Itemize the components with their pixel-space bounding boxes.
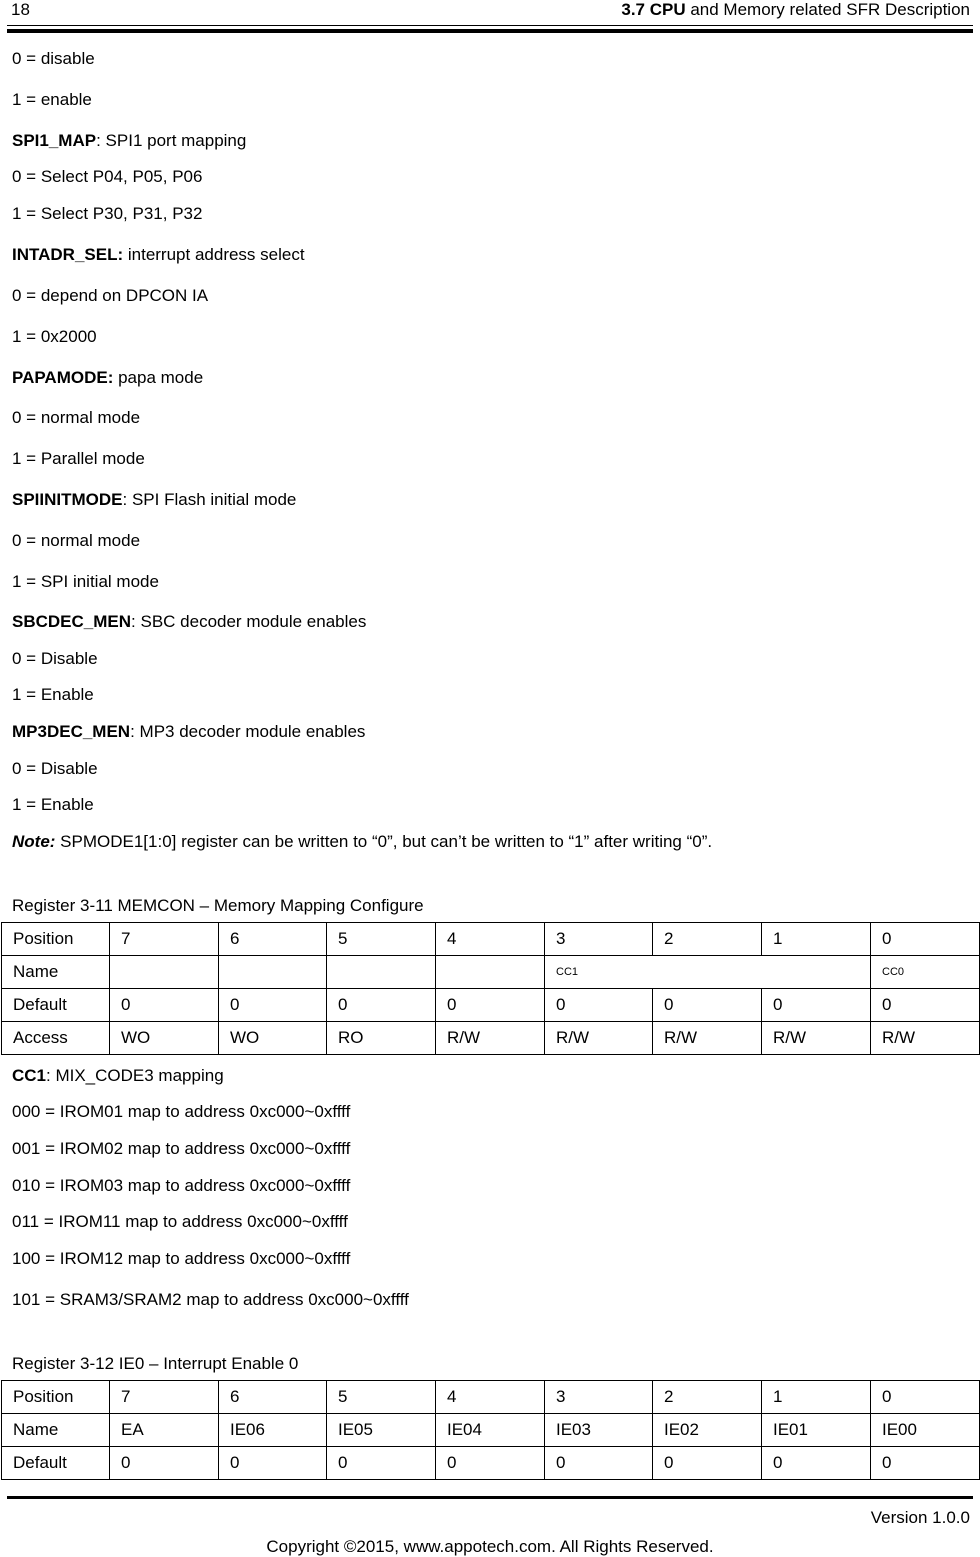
table-row <box>2 1381 980 1414</box>
table-cell: WO <box>110 1022 219 1055</box>
table-cell: IE04 <box>436 1414 545 1447</box>
table-cell: 0 <box>110 989 219 1022</box>
table-cell: 0 <box>219 1447 327 1480</box>
table-cell: 0 <box>436 989 545 1022</box>
table-cell: 5 <box>327 923 436 956</box>
table-cell: 4 <box>436 923 545 956</box>
table-cell <box>219 956 327 989</box>
table-cell: IE06 <box>219 1414 327 1447</box>
table-cell: 0 <box>762 989 871 1022</box>
desc-line: 0 = Disable <box>12 649 98 668</box>
note: Note: SPMODE1[1:0] register can be written to “0”, but can’t be written to “1” after writing “0”. <box>12 832 713 851</box>
table-cell: R/W <box>436 1022 545 1055</box>
table-cell: 0 <box>327 989 436 1022</box>
table-cell: Position <box>2 1381 110 1414</box>
desc-line: 1 = Enable <box>12 795 94 814</box>
table-cell: 1 <box>762 1381 871 1414</box>
table-cell: R/W <box>653 1022 762 1055</box>
table-cell: IE05 <box>327 1414 436 1447</box>
table-cell: 0 <box>871 1381 980 1414</box>
table-cell: 0 <box>327 1447 436 1480</box>
table-cell <box>110 956 219 989</box>
table-cell: 0 <box>219 989 327 1022</box>
field-title-spiinitmode: SPIINITMODE: SPI Flash initial mode <box>12 490 297 509</box>
table-cell <box>327 956 436 989</box>
table-cell: R/W <box>762 1022 871 1055</box>
desc-line: 101 = SRAM3/SRAM2 map to address 0xc000~0xffff <box>12 1290 409 1309</box>
desc-line: 100 = IROM12 map to address 0xc000~0xffff <box>12 1249 351 1268</box>
table-cell: Name <box>2 956 110 989</box>
table-cell: IE02 <box>653 1414 762 1447</box>
field-title-intadr-sel: INTADR_SEL: interrupt address select <box>12 245 305 264</box>
field-title-spi1-map: SPI1_MAP: SPI1 port mapping <box>12 131 247 150</box>
table-cell: 1 <box>762 923 871 956</box>
table-cell: Name <box>2 1414 110 1447</box>
desc-line: 1 = 0x2000 <box>12 327 97 346</box>
table-cell: 0 <box>110 1447 219 1480</box>
table-row <box>2 989 980 1022</box>
table-cell: 6 <box>219 923 327 956</box>
table-row <box>2 956 980 989</box>
field-title-sbcdec-men: SBCDEC_MEN: SBC decoder module enables <box>12 612 367 631</box>
field-title-mp3dec-men: MP3DEC_MEN: MP3 decoder module enables <box>12 722 366 741</box>
table-cell: 0 <box>436 1447 545 1480</box>
desc-line: 0 = Select P04, P05, P06 <box>12 167 203 186</box>
desc-line: 001 = IROM02 map to address 0xc000~0xffff <box>12 1139 351 1158</box>
table-cell: 7 <box>110 1381 219 1414</box>
table-cell: 6 <box>219 1381 327 1414</box>
desc-line: 0 = Disable <box>12 759 98 778</box>
desc-line: 1 = enable <box>12 90 92 109</box>
table-cell: R/W <box>545 1022 653 1055</box>
ie0-caption: Register 3-12 IE0 – Interrupt Enable 0 <box>12 1354 299 1373</box>
memcon-caption: Register 3-11 MEMCON – Memory Mapping Configure <box>12 896 424 915</box>
table-cell: 0 <box>871 1447 980 1480</box>
desc-line: 1 = Parallel mode <box>12 449 145 468</box>
table-cell: Default <box>2 989 110 1022</box>
desc-line: 0 = depend on DPCON IA <box>12 286 209 305</box>
table-cell: 0 <box>545 1447 653 1480</box>
table-cell: 7 <box>110 923 219 956</box>
footer-rule <box>7 1496 973 1499</box>
table-cell: 4 <box>436 1381 545 1414</box>
table-cell: 0 <box>871 989 980 1022</box>
table-cell: IE01 <box>762 1414 871 1447</box>
field-title-cc1: CC1: MIX_CODE3 mapping <box>12 1066 224 1085</box>
desc-line: 000 = IROM01 map to address 0xc000~0xffff <box>12 1102 351 1121</box>
table-row <box>2 1447 980 1480</box>
desc-line: 010 = IROM03 map to address 0xc000~0xffff <box>12 1176 351 1195</box>
table-cell: IE03 <box>545 1414 653 1447</box>
table-cell: WO <box>219 1022 327 1055</box>
table-row <box>2 1022 980 1055</box>
header-rule-thin <box>7 25 973 26</box>
table-cell: 0 <box>762 1447 871 1480</box>
desc-line: 1 = Select P30, P31, P32 <box>12 204 203 223</box>
table-cell: 0 <box>871 923 980 956</box>
memcon-register-table <box>1 922 980 1055</box>
table-cell: 2 <box>653 923 762 956</box>
field-title-papamode: PAPAMODE: papa mode <box>12 368 204 387</box>
desc-line: 0 = normal mode <box>12 408 141 427</box>
table-cell: R/W <box>871 1022 980 1055</box>
desc-line: 1 = Enable <box>12 685 94 704</box>
table-row <box>2 1414 980 1447</box>
table-cell: 2 <box>653 1381 762 1414</box>
table-row <box>2 923 980 956</box>
table-cell: Default <box>2 1447 110 1480</box>
ie0-register-table <box>1 1380 980 1480</box>
desc-line: 011 = IROM11 map to address 0xc000~0xffff <box>12 1212 348 1231</box>
desc-line: 1 = SPI initial mode <box>12 572 159 591</box>
table-cell-cc1: CC1 <box>545 956 871 989</box>
table-cell: IE00 <box>871 1414 980 1447</box>
table-cell: EA <box>110 1414 219 1447</box>
footer-version: Version 1.0.0 <box>870 1508 970 1527</box>
table-cell: RO <box>327 1022 436 1055</box>
table-cell: 3 <box>545 923 653 956</box>
section-title: 3.7 CPU and Memory related SFR Description <box>621 0 970 19</box>
header-rule-thick <box>7 29 973 33</box>
table-cell: 0 <box>653 989 762 1022</box>
table-cell: 0 <box>653 1447 762 1480</box>
page-header <box>0 0 980 40</box>
table-cell: 5 <box>327 1381 436 1414</box>
table-cell: 3 <box>545 1381 653 1414</box>
desc-line: 0 = disable <box>12 49 95 68</box>
desc-line: 0 = normal mode <box>12 531 141 550</box>
footer-copyright: Copyright ©2015, www.appotech.com. All Rights Reserved. <box>266 1537 714 1556</box>
table-cell <box>436 956 545 989</box>
table-cell: 0 <box>545 989 653 1022</box>
page-number: 18 <box>11 0 30 19</box>
table-cell: Access <box>2 1022 110 1055</box>
table-cell-cc0: CC0 <box>871 956 980 989</box>
table-cell: Position <box>2 923 110 956</box>
